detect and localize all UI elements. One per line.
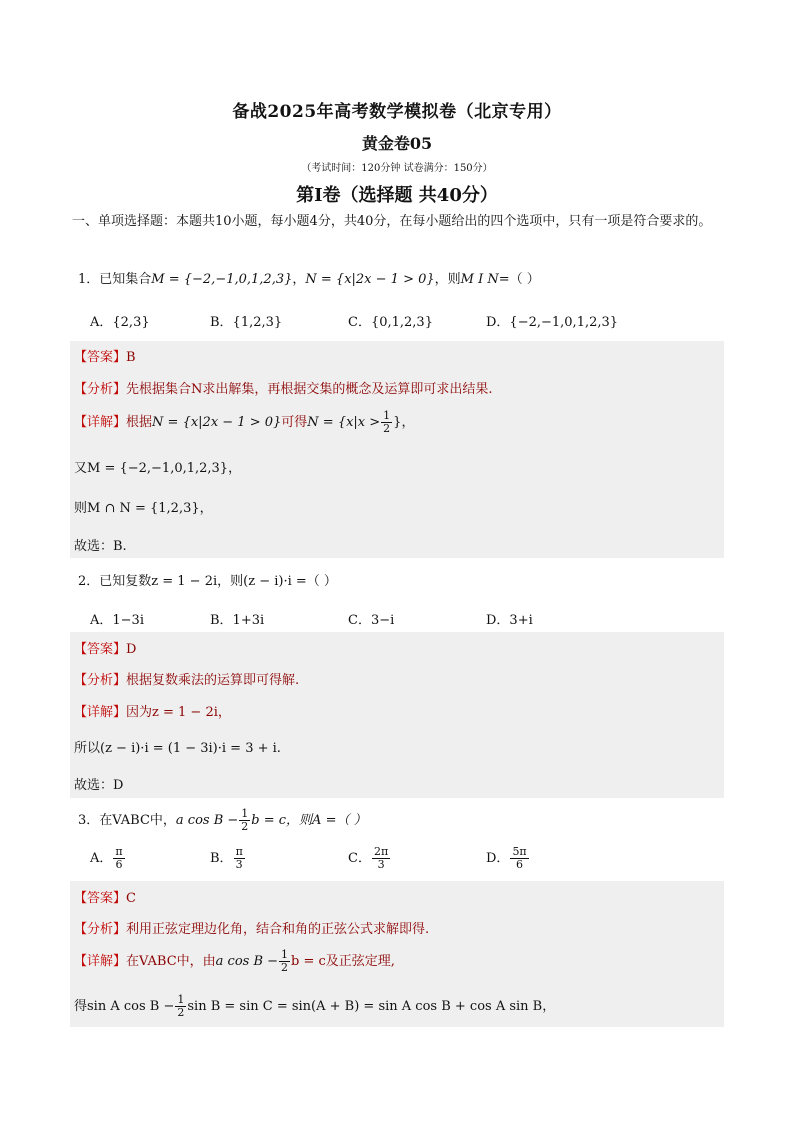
detail-math: N = {x|2x − 1 > 0} [152,415,282,430]
answer-tag: 【答案】 [74,350,127,365]
detail-text: 因为z = 1 − 2i， [126,705,231,720]
analysis-text: 利用正弦定理边化角，结合和角的正弦公式求解即得. [126,922,430,937]
exam-meta: （考试时间：120分钟 试卷满分：150分） [301,163,493,174]
option-label: D． [486,851,510,866]
q1-stem-part: ， [292,272,306,287]
option-label: A． [90,851,113,866]
q2-detail [74,701,231,720]
q3-stem-math: a cos B − [175,813,239,828]
q2-line-3: 故选：D [74,778,124,793]
q3-analysis [74,918,429,937]
q2-analysis [74,669,299,688]
detail-text: 在VABC中，由 [126,954,216,969]
q3-option-c [348,846,391,871]
numerator: π [115,845,123,858]
section-heading: 第I卷（选择题 共40分） [296,185,498,206]
analysis-tag: 【分析】 [74,922,127,937]
fraction [372,846,390,871]
numerator: π [235,845,243,858]
q1-stem-part: =（ ） [498,272,540,287]
q1-stem-part: ，则 [434,272,461,287]
question-1-stem [78,268,540,287]
answer-value: C [126,891,136,906]
q2-option-c: C．3−i [348,613,395,628]
analysis-text: 根据复数乘法的运算即可得解. [126,673,300,688]
q3-option-b [210,846,246,871]
q1-line-2: 又M = {−2,−1,0,1,2,3}， [74,461,242,476]
q1-answer [74,346,136,365]
analysis-tag: 【分析】 [74,382,127,397]
denominator: 2 [281,961,289,974]
fraction [175,994,186,1019]
section-intro: 一、单项选择题：本题共10小题，每小题4分，共40分，在每小题给出的四个选项中，只有一项是符合要求的。 [72,214,712,229]
detail-tag: 【详解】 [74,954,127,969]
q2-option-b: B．1+3i [210,613,265,628]
q3-option-a [90,846,126,871]
answer-tag: 【答案】 [74,891,127,906]
q1-option-b: B．{1,2,3} [210,315,283,330]
q1-option-a: A．{2,3} [90,315,150,330]
q1-option-c: C．{0,1,2,3} [348,315,433,330]
analysis-tag: 【分析】 [74,673,127,688]
q3-option-d [486,846,530,871]
option-label: C． [348,851,371,866]
q2-answer [74,638,136,657]
fraction [381,410,392,435]
numerator: 2π [373,845,389,858]
numerator: 1 [383,409,391,422]
q1-analysis [74,378,493,397]
denominator: 3 [377,858,385,871]
q2-line-2: 所以(z − i)·i = (1 − 3i)·i = 3 + i. [74,741,281,756]
detail-math: a cos B − [215,954,279,969]
q3-stem-part: 3．在VABC中， [78,813,176,828]
q1-solution-box [70,341,724,558]
answer-tag: 【答案】 [74,642,127,657]
q3-detail [74,949,395,974]
exam-subtitle: 黄金卷05 [361,134,433,153]
q1-stem-part: 1．已知集合 [78,272,152,287]
denominator: 2 [177,1006,185,1019]
detail-text: 可得 [281,415,308,430]
q1-line-3: 则M ∩ N = {1,2,3}， [74,501,213,516]
q1-set-m: M = {−2,−1,0,1,2,3} [151,272,293,287]
q3-answer [74,887,136,906]
q1-option-d: D．{−2,−1,0,1,2,3} [486,315,619,330]
q1-detail [74,410,414,435]
answer-value: D [126,642,137,657]
fraction [510,846,528,871]
numerator: 1 [281,948,289,961]
denominator: 6 [115,858,123,871]
detail-text: b = c及正弦定理, [291,954,395,969]
numerator: 1 [241,807,249,820]
q3-stem-math: b = c，则A =（ ） [251,813,367,828]
option-label: B． [210,851,233,866]
q1-intersection: M I N [460,272,499,287]
denominator: 2 [241,820,249,833]
q1-line-4: 故选：B. [74,539,127,554]
answer-value: B [126,350,136,365]
fraction [113,846,124,871]
q1-set-n: N = {x|2x − 1 > 0} [305,272,435,287]
denominator: 6 [516,858,524,871]
question-3-stem [78,808,367,833]
denominator: 3 [235,858,243,871]
numerator: 1 [177,993,185,1006]
detail-tag: 【详解】 [74,415,127,430]
q3-line-2 [74,994,555,1019]
detail-text: 根据 [126,415,153,430]
detail-math: }， [393,415,415,430]
detail-math: 得sin A cos B − [74,999,175,1014]
detail-math: N = {x|x > [307,415,381,430]
fraction [239,808,250,833]
detail-math: sin B = sin C = sin(A + B) = sin A cos B + cos A sin B， [187,999,556,1014]
q2-option-d: D．3+i [486,613,533,628]
analysis-text: 先根据集合N求出解集，再根据交集的概念及运算即可求出结果. [126,382,493,397]
denominator: 2 [383,422,391,435]
question-2-stem: 2．已知复数z = 1 − 2i，则(z − i)·i =（ ） [78,574,337,589]
fraction [234,846,245,871]
q2-option-a: A．1−3i [90,613,144,628]
numerator: 5π [512,845,527,858]
exam-title: 备战2025年高考数学模拟卷（北京专用） [232,102,562,122]
detail-tag: 【详解】 [74,705,127,720]
fraction [279,949,290,974]
